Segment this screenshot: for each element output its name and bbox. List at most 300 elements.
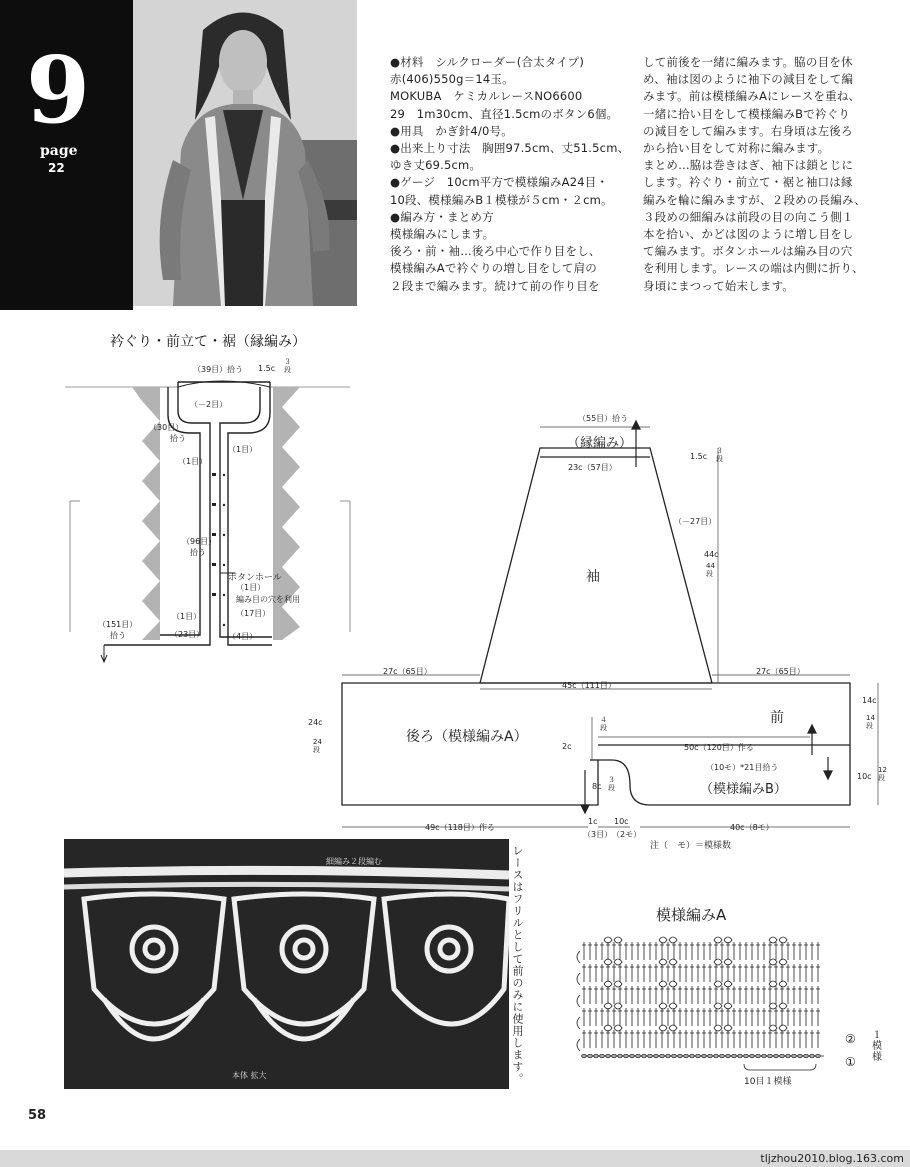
stitch-symbol — [756, 964, 760, 982]
label-3dan-b: ３段 — [608, 776, 615, 792]
stitch-symbol — [708, 1008, 712, 1026]
label-bottom-3m: （3目） — [583, 830, 613, 839]
stitch-symbol — [666, 1008, 670, 1026]
stitch-symbol — [636, 986, 640, 1004]
instr-line: 本を拾い、かどは図のように増し目をし — [643, 227, 854, 242]
label-sleeve-decrease: （－27目） — [674, 517, 717, 526]
instr-line: 29 1m30cm、直径1.5cmのボタン6個。 — [390, 106, 619, 121]
stitch-symbol — [684, 964, 688, 982]
stitch-symbol — [804, 986, 808, 1004]
picot-symbol — [604, 959, 622, 965]
stitch-symbol — [798, 1030, 802, 1048]
stitch-symbol — [804, 964, 808, 982]
label-one3: （1目） — [172, 612, 202, 621]
model-photo — [133, 0, 357, 306]
instr-line: て編みます。ボタンホールは編み目の穴 — [643, 244, 853, 259]
stitch-symbol — [768, 1030, 772, 1048]
stitch-symbol — [738, 986, 742, 1004]
stitch-symbol — [786, 1030, 790, 1048]
stitch-symbol — [600, 1008, 604, 1026]
stitch-symbol — [816, 1008, 820, 1026]
stitch-symbol — [720, 986, 724, 1004]
stitch-symbol — [690, 964, 694, 982]
stitch-symbol — [744, 1030, 748, 1048]
picot-symbol — [714, 1003, 732, 1009]
stitch-symbol — [738, 1008, 742, 1026]
label-height-24c: 24c — [308, 718, 323, 727]
stitch-symbol — [588, 986, 592, 1004]
picot-symbol — [604, 1025, 622, 1031]
stitch-symbol — [618, 1008, 622, 1026]
stitch-symbol — [594, 942, 598, 960]
stitch-symbol — [696, 1030, 700, 1048]
stitch-symbol — [612, 942, 616, 960]
lace-label-bottom: 本体 拡大 — [232, 1071, 267, 1080]
stitch-symbol — [798, 1008, 802, 1026]
label-sleeve: 袖 — [586, 569, 600, 585]
stitch-symbol — [798, 964, 802, 982]
label-cuff-height: 1.5c — [690, 452, 708, 461]
page-number: 58 — [28, 1108, 47, 1123]
instr-line: 赤(406)550g＝14玉。 — [390, 72, 514, 87]
stitch-symbol — [600, 942, 604, 960]
label-pick151b: 拾う — [110, 631, 126, 640]
stitch-symbol — [810, 964, 814, 982]
label-bottom-1c: 1c — [588, 817, 598, 826]
label-bottom-right: 40c（8モ） — [730, 823, 774, 832]
stitch-symbol — [714, 986, 718, 1004]
label-rows-12: 12段 — [878, 766, 887, 782]
stitch-symbol — [738, 1030, 742, 1048]
stitch-symbol — [762, 1030, 766, 1048]
instr-line: 編みを輪に編みますが、２段めの長編み、 — [643, 192, 866, 207]
label-sleeve-rows: 44段 — [706, 562, 715, 578]
stitch-symbol — [762, 986, 766, 1004]
stitch-symbol — [720, 1030, 724, 1048]
stitch-symbol — [636, 1030, 640, 1048]
stitch-symbol — [702, 986, 706, 1004]
stitch-symbol — [630, 1008, 634, 1026]
instr-line: 後ろ・前・袖…後ろ中心で作り目をし、 — [390, 244, 601, 259]
stitch-symbol — [750, 942, 754, 960]
instr-line: ●編み方・まとめ方 — [390, 209, 494, 224]
stitch-symbol — [804, 942, 808, 960]
stitch-symbol — [660, 942, 664, 960]
stitch-symbol — [768, 1008, 772, 1026]
stitch-symbol — [654, 964, 658, 982]
stitch-symbol — [648, 964, 652, 982]
instr-line: から拾い目をして対称に編みます。 — [643, 141, 830, 156]
instr-line: ３段めの細編みは前段の目の向こう側１ — [643, 209, 854, 224]
label-cuff-rows: ３段 — [716, 447, 723, 463]
stitch-symbol — [612, 1030, 616, 1048]
stitch-symbol — [618, 1030, 622, 1048]
stitch-symbol — [666, 942, 670, 960]
picot-symbol — [714, 959, 732, 965]
label-pattern-b: （模様編みB） — [700, 782, 787, 797]
lace-side-note: レースはフリルとして前のみに使用します。 — [511, 845, 524, 1085]
stitch-symbol — [678, 986, 682, 1004]
label-height-1.5c: 1.5c — [258, 364, 276, 373]
stitch-symbol — [612, 1008, 616, 1026]
label-pick96: （96目） — [182, 537, 217, 546]
instructions-column-1 — [390, 54, 629, 295]
stitch-symbol — [696, 986, 700, 1004]
stitch-symbol — [780, 1030, 784, 1048]
label-left-shoulder: 27c（65目） — [383, 667, 432, 676]
stitch-symbol — [654, 942, 658, 960]
label-one2: （1目） — [228, 445, 258, 454]
stitch-symbol — [714, 1030, 718, 1048]
label-bottom-2mo: （2モ） — [612, 830, 642, 839]
turn-arc — [577, 951, 580, 963]
label-buttonhole-1: （1目） — [236, 583, 266, 592]
stitch-symbol — [624, 1030, 628, 1048]
label-pick151: （151目） — [98, 620, 138, 629]
label-height-10c: 10c — [857, 772, 872, 781]
stitch-symbol — [744, 964, 748, 982]
stitch-symbol — [684, 986, 688, 1004]
instr-line: 模様編みにします。 — [390, 227, 495, 242]
label-3dan: ３段 — [284, 358, 291, 374]
stitch-symbol — [636, 942, 640, 960]
stitch-symbol — [762, 1008, 766, 1026]
stitch-symbol — [588, 942, 592, 960]
stitch-symbol — [726, 964, 730, 982]
stitch-symbol — [726, 1008, 730, 1026]
stitch-symbol — [732, 1008, 736, 1026]
stitch-symbol — [708, 1030, 712, 1048]
stitch-symbol — [630, 986, 634, 1004]
stitch-symbol — [726, 986, 730, 1004]
page-reference: 22 — [48, 161, 65, 175]
picot-symbol — [769, 981, 787, 987]
instr-line: の減目をして編みます。右身頃は左後ろ — [643, 123, 853, 138]
stitch-symbol — [810, 986, 814, 1004]
stitch-symbol — [642, 964, 646, 982]
stitch-symbol — [666, 986, 670, 1004]
stitch-symbol — [762, 942, 766, 960]
picot-symbol — [769, 1025, 787, 1031]
label-front: 前 — [770, 710, 784, 726]
label-pick39: （39目）拾う — [193, 365, 244, 374]
stitch-symbol — [582, 986, 586, 1004]
stitch-symbol — [624, 964, 628, 982]
stitch-symbol — [642, 1030, 646, 1048]
stitch-symbol — [660, 1030, 664, 1048]
stitch-symbol — [684, 1008, 688, 1026]
stitch-symbol — [768, 942, 772, 960]
instr-line: 模様編みAで衿ぐりの増し目をして肩の — [390, 261, 597, 276]
label-2c: 2c — [562, 742, 572, 751]
stitch-symbol — [636, 964, 640, 982]
stitch-symbol — [804, 1008, 808, 1026]
stitch-symbol — [630, 942, 634, 960]
stitch-symbol — [654, 1030, 658, 1048]
instr-line: ●用具 かぎ針4/0号。 — [390, 123, 513, 138]
stitch-symbol — [666, 1030, 670, 1048]
stitch-symbol — [648, 1030, 652, 1048]
stitch-symbol — [720, 964, 724, 982]
stitch-symbol — [672, 964, 676, 982]
stitch-symbol — [708, 964, 712, 982]
stitch-symbol — [600, 1030, 604, 1048]
stitch-symbol — [672, 1008, 676, 1026]
turn-arc — [577, 995, 580, 1007]
stitch-symbol — [660, 1008, 664, 1026]
footer-url: tljzhou2010.blog.163.com — [760, 1152, 904, 1165]
border-diagram-title: 衿ぐり・前立て・裾（縁編み） — [110, 334, 306, 350]
stitch-symbol — [810, 1030, 814, 1048]
stitch-symbol — [624, 1008, 628, 1026]
stitch-symbol — [606, 942, 610, 960]
stitch-symbol — [648, 1008, 652, 1026]
stitch-symbol — [642, 986, 646, 1004]
stitch-symbol — [720, 1008, 724, 1026]
stitch-symbol — [780, 964, 784, 982]
stitch-symbol — [654, 1008, 658, 1026]
stitch-symbol — [588, 1030, 592, 1048]
stitch-symbol — [702, 964, 706, 982]
turn-arc — [577, 973, 580, 985]
stitch-symbol — [582, 942, 586, 960]
stitch-symbol — [678, 1030, 682, 1048]
label-front-make: 50c（120目）作る — [684, 743, 754, 752]
stitch-symbol — [618, 986, 622, 1004]
stitch-symbol — [750, 1008, 754, 1026]
stitch-symbol — [588, 1008, 592, 1026]
stitch-symbol — [732, 964, 736, 982]
stitch-symbol — [744, 1008, 748, 1026]
picot-symbol — [714, 1025, 732, 1031]
instr-line: 10段、模様編みB１模様が５cm・２cm。 — [390, 192, 613, 207]
picot-symbol — [714, 981, 732, 987]
picot-symbol — [769, 937, 787, 943]
stitch-symbol — [624, 986, 628, 1004]
picot-symbol — [604, 981, 622, 987]
stitch-symbol — [738, 942, 742, 960]
stitch-symbol — [780, 986, 784, 1004]
lace-illustration — [64, 839, 509, 1089]
stitch-symbol — [810, 1008, 814, 1026]
pattern-a-title: 模様編みA — [656, 906, 727, 924]
lace-photo — [64, 839, 509, 1089]
stitch-symbol — [624, 942, 628, 960]
stitch-symbol — [642, 1008, 646, 1026]
stitch-symbol — [684, 1030, 688, 1048]
stitch-symbol — [756, 1008, 760, 1026]
turn-arc — [577, 1017, 580, 1029]
instr-line: 一緒に拾い目をして模様編みBで衿ぐり — [643, 106, 850, 121]
stitch-symbol — [786, 964, 790, 982]
stitch-symbol — [810, 942, 814, 960]
label-bottom-left: 49c（118目）作る — [425, 823, 495, 832]
stitch-symbol — [708, 986, 712, 1004]
stitch-symbol — [786, 1008, 790, 1026]
stitch-symbol — [786, 942, 790, 960]
stitch-symbol — [714, 964, 718, 982]
stitch-symbol — [780, 942, 784, 960]
picot-symbol — [714, 937, 732, 943]
stitch-symbol — [672, 986, 676, 1004]
label-4dan: ４段 — [600, 716, 607, 732]
label-mid-width: 45c（111目） — [562, 681, 616, 690]
stitch-symbol — [744, 942, 748, 960]
stitch-symbol — [618, 942, 622, 960]
label-pick30: （30目） — [149, 423, 184, 432]
stitch-symbol — [606, 1030, 610, 1048]
stitch-symbol — [618, 964, 622, 982]
stitch-symbol — [732, 942, 736, 960]
pattern-row-1: ① — [845, 1055, 856, 1069]
instr-line: ２段まで編みます。続けて前の作り目を — [390, 278, 600, 293]
label-rows-14: 14段 — [866, 714, 875, 730]
label-rows-24: 24段 — [313, 738, 322, 754]
instr-line: みます。前は模様編みAにレースを重ね、 — [643, 89, 861, 104]
stitch-symbol — [756, 942, 760, 960]
stitch-symbol — [762, 964, 766, 982]
stitch-symbol — [630, 1030, 634, 1048]
stitch-symbol — [756, 986, 760, 1004]
stitch-symbol — [714, 1008, 718, 1026]
stitch-symbol — [666, 964, 670, 982]
label-four: （4目） — [228, 632, 258, 641]
picot-symbol — [604, 1003, 622, 1009]
stitch-symbol — [750, 986, 754, 1004]
label-note: 注（ モ）＝模様数 — [650, 841, 732, 851]
chapter-number: 9 — [26, 36, 91, 144]
stitch-symbol — [690, 1030, 694, 1048]
pattern-bottom-label: 10目１模様 — [744, 1077, 792, 1087]
stitch-symbol — [750, 1030, 754, 1048]
label-front-pick: （10モ）*21目拾う — [706, 763, 779, 772]
stitch-symbol — [744, 986, 748, 1004]
label-pick30b: 拾う — [170, 434, 186, 443]
instr-line: して前後を一緒に編みます。脇の目を休 — [643, 55, 853, 69]
stitch-symbol — [792, 964, 796, 982]
stitch-symbol — [690, 1008, 694, 1026]
pattern-repeat: １模様 — [872, 1030, 882, 1063]
instr-line: します。衿ぐり・前立て・裾と袖口は縁 — [643, 175, 853, 190]
stitch-symbol — [774, 1008, 778, 1026]
stitch-symbol — [702, 1030, 706, 1048]
stitch-symbol — [678, 964, 682, 982]
stitch-symbol — [594, 964, 598, 982]
stitch-symbol — [594, 986, 598, 1004]
label-twentythree: （23目） — [170, 630, 205, 639]
label-right-shoulder: 27c（65目） — [756, 667, 805, 676]
instr-line: まとめ…脇は巻きはぎ、袖下は鎖とじに — [643, 158, 854, 173]
stitch-symbol — [774, 1030, 778, 1048]
stitch-symbol — [696, 942, 700, 960]
stitch-symbol — [816, 964, 820, 982]
stitch-symbol — [600, 964, 604, 982]
repeat-bracket — [744, 1064, 816, 1070]
stitch-symbol — [606, 964, 610, 982]
stitch-symbol — [642, 942, 646, 960]
stitch-symbol — [606, 1008, 610, 1026]
stitch-symbol — [726, 1030, 730, 1048]
stitch-symbol — [738, 964, 742, 982]
stitch-symbol — [714, 942, 718, 960]
stitch-symbol — [672, 942, 676, 960]
picot-symbol — [769, 959, 787, 965]
stitch-symbol — [732, 986, 736, 1004]
label-back: 後ろ（模様編みA） — [406, 729, 528, 745]
pattern-a-chart — [574, 928, 834, 1073]
label-bottom-10c: 10c — [614, 817, 629, 826]
stitch-symbol — [720, 942, 724, 960]
instr-line: 身頃にまつって始末します。 — [643, 278, 795, 293]
page-label: page — [40, 143, 78, 159]
stitch-symbol — [648, 986, 652, 1004]
stitch-symbol — [702, 1008, 706, 1026]
stitch-symbol — [660, 964, 664, 982]
stitch-symbol — [678, 942, 682, 960]
stitch-symbol — [594, 1008, 598, 1026]
stitch-symbol — [774, 942, 778, 960]
label-sleeve-top: 23c（57目） — [568, 463, 617, 472]
stitch-symbol — [768, 986, 772, 1004]
stitch-symbol — [660, 986, 664, 1004]
label-sleeve-pick: （55目）拾う — [578, 414, 629, 423]
stitch-symbol — [630, 964, 634, 982]
model-illustration — [133, 0, 357, 306]
stitch-symbol — [636, 1008, 640, 1026]
stitch-symbol — [732, 1030, 736, 1048]
stitch-symbol — [816, 942, 820, 960]
stitch-symbol — [780, 1008, 784, 1026]
stitch-symbol — [678, 1008, 682, 1026]
stitch-symbol — [654, 986, 658, 1004]
stitch-symbol — [792, 986, 796, 1004]
stitch-symbol — [726, 942, 730, 960]
instr-line: め、袖は図のように袖下の減目をして編 — [643, 72, 854, 87]
instr-line: ●材料 シルクローダー(合太タイプ) — [390, 55, 585, 69]
label-seventeen: （17目） — [236, 609, 271, 618]
label-buttonhole: ボタンホール — [228, 573, 282, 583]
stitch-symbol — [648, 942, 652, 960]
label-border: （縁編み） — [567, 436, 633, 451]
stitch-symbol — [792, 942, 796, 960]
stitch-symbol — [768, 964, 772, 982]
stitch-symbol — [612, 986, 616, 1004]
instr-line: を利用します。レースの端は内側に折り、 — [643, 261, 864, 276]
stitch-symbol — [684, 942, 688, 960]
stitch-symbol — [756, 1030, 760, 1048]
pattern-row-2: ② — [845, 1032, 856, 1046]
lace-label-top: 細編み２段編む — [326, 857, 382, 866]
label-buttonhole-note: 編み目の穴を利用 — [236, 595, 300, 604]
stitch-symbol — [594, 1030, 598, 1048]
stitch-symbol — [690, 986, 694, 1004]
stitch-symbol — [582, 964, 586, 982]
instr-line: ●出来上り寸法 胸囲97.5cm、丈51.5cm、 — [390, 141, 630, 156]
stitch-symbol — [798, 986, 802, 1004]
instructions-column-2 — [643, 54, 866, 295]
turn-arc — [577, 1039, 580, 1051]
stitch-symbol — [600, 986, 604, 1004]
stitch-symbol — [786, 986, 790, 1004]
stitch-symbol — [582, 1008, 586, 1026]
stitch-symbol — [582, 1030, 586, 1048]
stitch-symbol — [816, 986, 820, 1004]
stitch-symbol — [672, 1030, 676, 1048]
stitch-symbol — [798, 942, 802, 960]
instr-line: ●ゲージ 10cm平方で模様編みA24目・ — [390, 175, 609, 190]
label-height-14c: 14c — [862, 696, 877, 705]
stitch-symbol — [696, 964, 700, 982]
